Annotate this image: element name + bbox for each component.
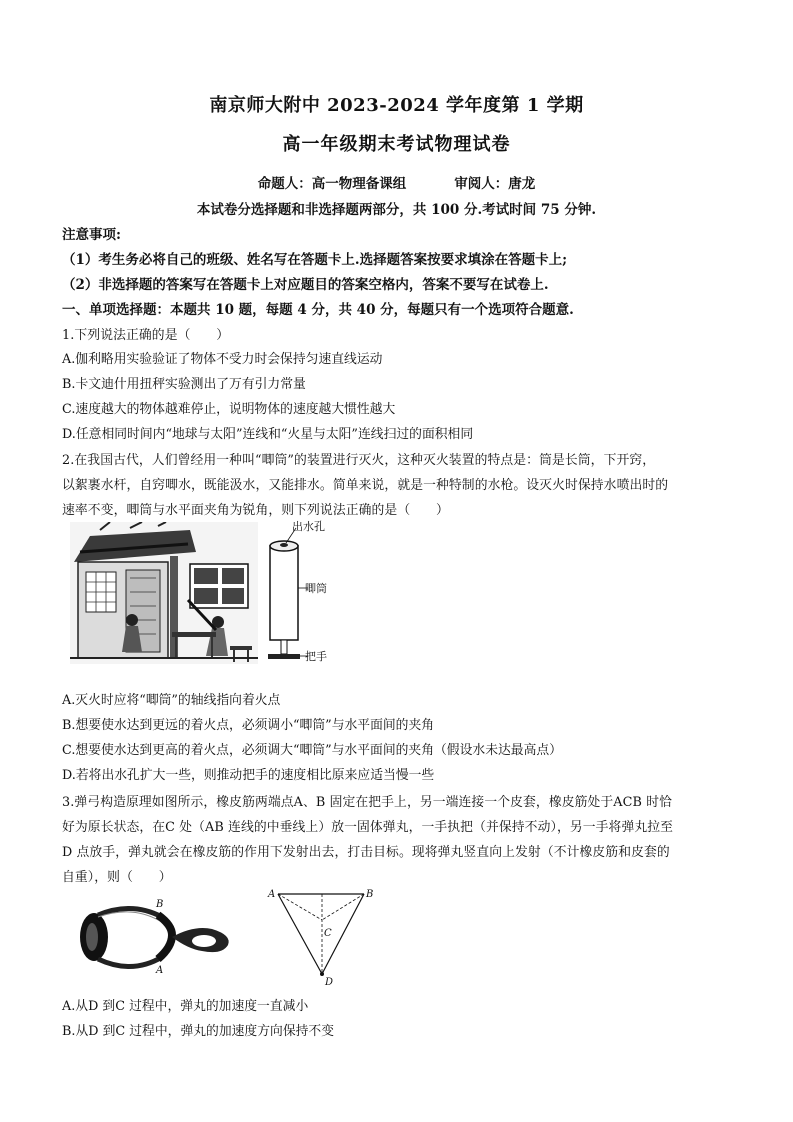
diagram-label-c: C (324, 928, 332, 939)
question-3-stem: 3.弹弓构造原理如图所示，橡皮筋两端点A、B 固定在把手上，另一端连接一个皮套，橡皮筋处于ACB 时恰 (62, 795, 672, 810)
diagram-label-d: D (325, 977, 334, 988)
note-item: （2）非选择题的答案写在答题卡上对应题目的答案空格内，答案不要写在试卷上. (62, 277, 549, 293)
question-1-option-a: A.伽利略用实验验证了物体不受力时会保持匀速直线运动 (62, 352, 383, 367)
question-1-option-b: B.卡文迪什用扭秤实验测出了万有引力常量 (62, 377, 306, 392)
diagram-label-a: A (268, 889, 276, 900)
question-2-option-a: A.灭火时应将“唧筒”的轴线指向着火点 (62, 693, 281, 708)
notes-heading: 注意事项: (62, 227, 121, 243)
exam-intro: 本试卷分选择题和非选择题两部分，共 100 分.考试时间 75 分钟. (196, 202, 597, 218)
question-1-stem: 1.下列说法正确的是（ ） (62, 328, 230, 343)
question-3-option-a: A.从D 到C 过程中，弹丸的加速度一直减小 (62, 999, 309, 1014)
question-3-stem: 好为原长状态，在C 处（AB 连线的中垂线上）放一固体弹丸，一手执把（并保持不动），另一手将弹丸拉至 (62, 820, 674, 835)
question-2-stem: 速率不变，唧筒与水平面夹角为锐角，则下列说法正确的是（ ） (62, 503, 449, 518)
slingshot-geometry-diagram (264, 884, 384, 988)
question-1-option-c: C.速度越大的物体越难停止，说明物体的速度越大惯性越大 (62, 402, 396, 417)
question-2-option-c: C.想要使水达到更高的着火点，必须调大“唧筒”与水平面间的夹角（假设水未达最高点） (62, 743, 562, 758)
slingshot-illustration (72, 895, 242, 979)
exam-title-school: 南京师大附中 2023-2024 学年度第 1 学期 (209, 95, 584, 116)
label-tube: 唧筒 (305, 582, 327, 595)
question-2-stem: 2.在我国古代，人们曾经用一种叫“唧筒”的装置进行灭火，这种灭火装置的特点是：筒是长筒，下开窍， (62, 453, 656, 468)
section-heading: 一、单项选择题：本题共 10 题，每题 4 分，共 40 分，每题只有一个选项符合题意. (62, 302, 574, 318)
slingshot-label-b: B (156, 899, 164, 910)
question-2-option-d: D.若将出水孔扩大一些，则推动把手的速度相比原来应适当慢一些 (62, 768, 435, 783)
reviewer: 审阅人：唐龙 (454, 176, 536, 192)
question-3-stem: D 点放手，弹丸就会在橡皮筋的作用下发射出去，打击目标。现将弹丸竖直向上发射（不计橡皮筋和皮套的 (62, 845, 670, 860)
exam-title-subject: 高一年级期末考试物理试卷 (282, 134, 511, 155)
label-outlet: 出水孔 (292, 520, 325, 533)
question-3-stem: 自重），则（ ） (62, 870, 172, 885)
author: 命题人：高一物理备课组 (257, 176, 407, 192)
firefighting-scene-illustration (70, 522, 258, 664)
note-item: （1）考生务必将自己的班级、姓名写在答题卡上.选择题答案按要求填涂在答题卡上; (62, 252, 568, 268)
slingshot-label-a: A (156, 965, 164, 976)
question-3-option-b: B.从D 到C 过程中，弹丸的加速度方向保持不变 (62, 1024, 335, 1039)
diagram-label-b: B (366, 889, 374, 900)
question-2-stem: 以絮裹水杆，自窍唧水，既能汲水，又能排水。简单来说，就是一种特制的水枪。设灭火时保持水喷出时的 (62, 478, 669, 493)
question-1-option-d: D.任意相同时间内“地球与太阳”连线和“火星与太阳”连线扫过的面积相同 (62, 427, 474, 442)
label-handle: 把手 (305, 650, 327, 663)
author-line (0, 172, 793, 192)
question-2-option-b: B.想要使水达到更远的着火点，必须调小“唧筒”与水平面间的夹角 (62, 718, 435, 733)
